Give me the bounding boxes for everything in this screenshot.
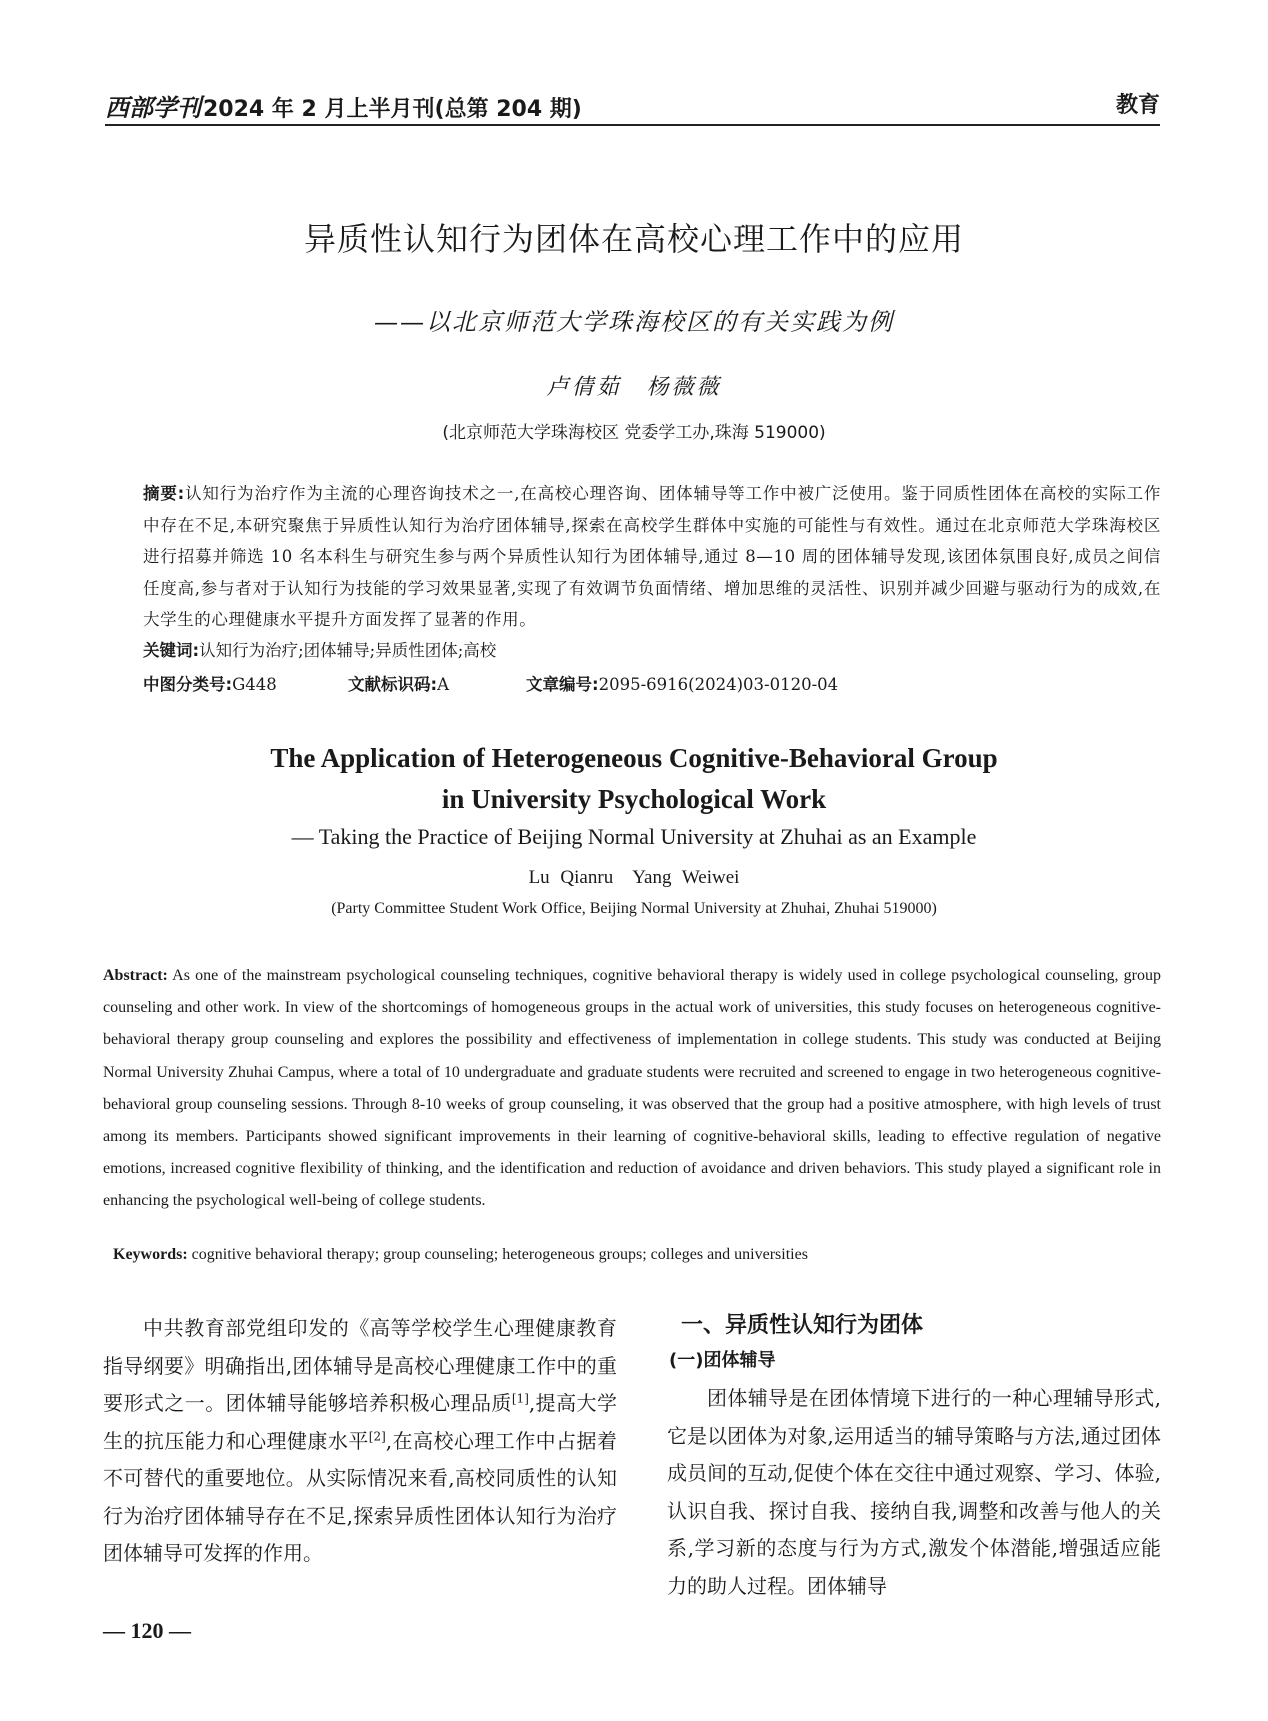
article-number-value: 2095-6916(2024)03-0120-04 xyxy=(598,675,839,694)
subsection-heading: (一)团体辅导 xyxy=(669,1350,776,1371)
title-english-line2: in University Psychological Work xyxy=(441,784,827,814)
clc-number xyxy=(143,671,348,695)
affiliation-chinese: (北京师范大学珠海校区 党委学工办,珠海 519000) xyxy=(442,423,826,443)
keywords-english-text: cognitive behavioral therapy; group counseling; heterogeneous groups; colleges and universities xyxy=(191,1246,808,1263)
title-chinese: 异质性认知行为团体在高校心理工作中的应用 xyxy=(303,220,964,258)
affiliation-english: (Party Committee Student Work Office, Beijing Normal University at Zhuhai, Zhuhai 519000) xyxy=(331,900,937,917)
intro-text-part3: ,在高校心理工作中占据着不可替代的重要地位。从实际情况来看,高校同质性的认知行为治疗团体辅导存在不足,探索异质性团体认知行为治疗团体辅导可发挥的作用。 xyxy=(103,1428,617,1565)
running-header xyxy=(105,88,1160,122)
citation-ref-1: [1] xyxy=(511,1391,529,1406)
document-code-label: 文献标识码: xyxy=(348,675,438,694)
page-number: — 120 — xyxy=(103,1618,191,1643)
classification-row xyxy=(143,671,1161,695)
keywords-chinese-text: 认知行为治疗;团体辅导;异质性团体;高校 xyxy=(199,641,497,660)
abstract-english-text: As one of the mainstream psychological counseling techniques, cognitive behavioral therapy is widely used in college psychological counseling, group counseling and other work. In view of the shortcomings of homogeneous groups in the actual work of universities, this study focuses on heterogeneous cognitive-behavioral therapy group counseling and explores the possibility and effectiveness of implementation in college students. This study was conducted at Beijing Normal University Zhuhai Campus, where a total of 10 undergraduate and graduate students were recruited and screened to engage in two heterogeneous cognitive-behavioral group counseling sessions. Through 8-10 weeks of group counseling, it was observed that the group had a positive atmosphere, with high levels of trust among its members. Participants showed significant improvements in their learning of cognitive-behavioral skills, leading to effective regulation of negative emotions, increased cognitive flexibility of thinking, and the identification and reduction of avoidance and driven behaviors. This study played a significant role in enhancing the psychological well-being of college students. xyxy=(103,967,1162,1210)
citation-ref-2: [2] xyxy=(368,1428,386,1443)
keywords-chinese-label: 关键词: xyxy=(143,641,200,660)
intro-text-part2: ,提高大学生的抗压能力和心理健康水平 xyxy=(103,1391,618,1453)
abstract-chinese-text: 认知行为治疗作为主流的心理咨询技术之一,在高校心理咨询、团体辅导等工作中被广泛使用。鉴于同质性团体在高校的实际工作中存在不足,本研究聚焦于异质性认知行为治疗团体辅导,探索在高校学生群体中实施的可能性与有效性。通过在北京师范大学珠海校区进行招募并筛选 10 名本科生与研究生参与两个异质性认知行为团体辅导,通过 8—10 周的团体辅导发现,该团体氛围良好,成员之间信任度高,参与者对于认知行为技能的学习效果显著,实现了有效调节负面情绪、增加思维的灵活性、识别并减少回避与驱动行为的成效,在大学生的心理健康水平提升方面发挥了显著的作用。 xyxy=(143,484,1161,629)
subtitle-english: — Taking the Practice of Beijing Normal University at Zhuhai as an Example xyxy=(291,824,977,849)
abstract-english-label: Abstract: xyxy=(103,967,168,984)
authors-english: Lu Qianru Yang Weiwei xyxy=(528,867,740,888)
clc-label: 中图分类号: xyxy=(143,675,233,694)
journal-logo: 西部学刊 xyxy=(105,93,201,122)
abstract-english xyxy=(103,960,1161,1218)
issue-text: 2024 年 2 月上半月刊(总第 204 期) xyxy=(203,97,582,122)
article-number-label: 文章编号: xyxy=(526,675,599,694)
intro-paragraph xyxy=(103,1310,617,1573)
clc-value: G448 xyxy=(232,675,277,694)
keywords-english-label: Keywords: xyxy=(113,1246,188,1263)
authors-chinese: 卢倩茹 杨薇薇 xyxy=(546,375,722,400)
abstract-chinese-label: 摘要: xyxy=(143,484,185,503)
article-number xyxy=(526,671,838,695)
journal-issue xyxy=(105,88,582,123)
header-divider xyxy=(105,124,1160,126)
section-label: 教育 xyxy=(1115,93,1160,118)
section-heading: 一、异质性认知行为团体 xyxy=(681,1313,924,1338)
body-left-column xyxy=(103,1310,617,1573)
intro-text-part1: 中共教育部党组印发的《高等学校学生心理健康教育指导纲要》明确指出,团体辅导是高校心理健康工作中的重要形式之一。团体辅导能够培养积极心理品质 xyxy=(103,1316,617,1415)
body-right-column xyxy=(667,1310,1161,1605)
title-english xyxy=(0,738,1268,820)
keywords-chinese xyxy=(143,637,1161,661)
abstract-chinese xyxy=(143,478,1161,636)
title-english-line1: The Application of Heterogeneous Cognitive-Behavioral Group xyxy=(270,743,998,773)
group-counseling-paragraph: 团体辅导是在团体情境下进行的一种心理辅导形式,它是以团体为对象,运用适当的辅导策略与方法,通过团体成员间的互动,促使个体在交往中通过观察、学习、体验,认识自我、探讨自我、接纳自我,调整和改善与他人的关系,学习新的态度与行为方式,激发个体潜能,增强适应能力的助人过程。团体辅导 xyxy=(667,1386,1161,1598)
document-code-value: A xyxy=(437,675,450,694)
document-code xyxy=(348,671,526,695)
keywords-english xyxy=(113,1246,1161,1264)
subtitle-chinese: ——以北京师范大学珠海校区的有关实践为例 xyxy=(374,308,894,336)
